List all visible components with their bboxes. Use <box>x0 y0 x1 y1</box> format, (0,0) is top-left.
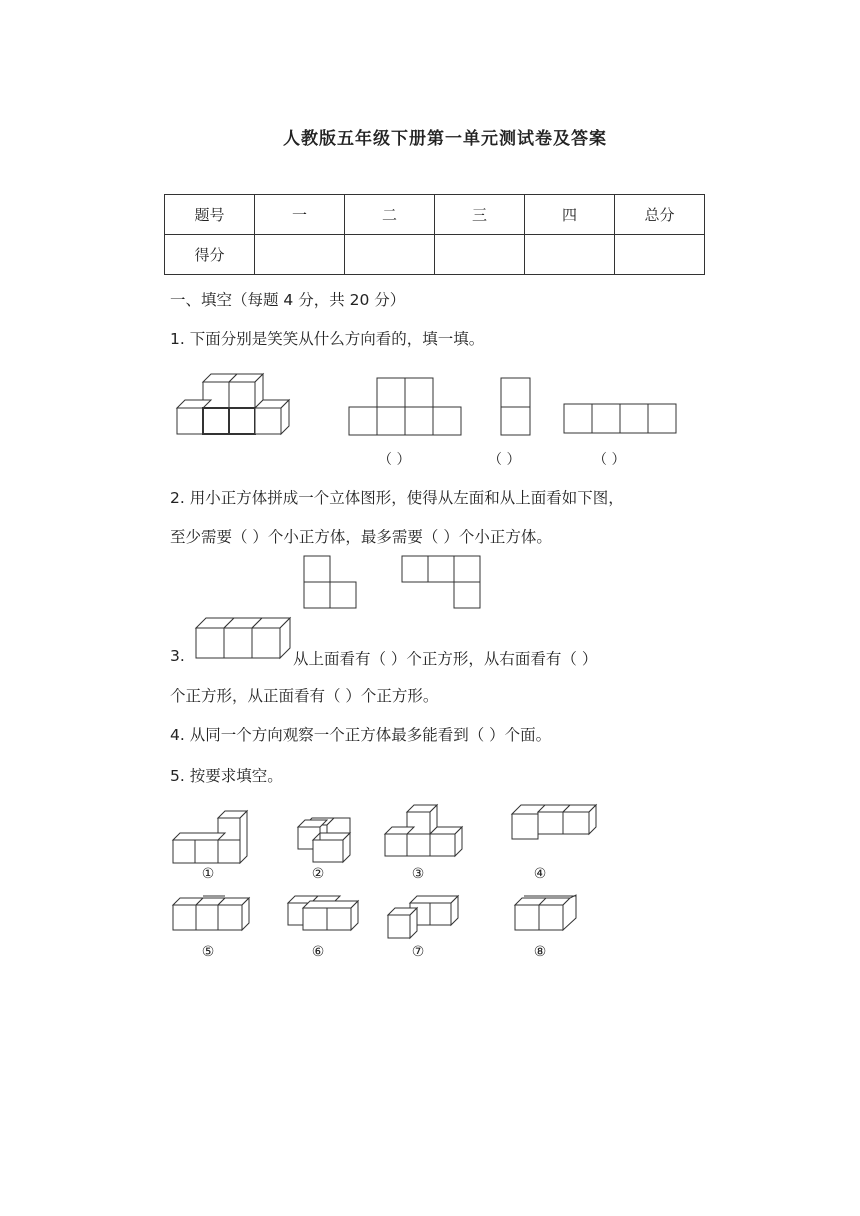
q5-figure-1 <box>170 808 250 864</box>
page-title: 人教版五年级下册第一单元测试卷及答案 <box>283 129 607 149</box>
q3-line2: 个正方形，从正面看有（ ）个正方形。 <box>170 687 439 705</box>
q1-view-top <box>563 403 680 436</box>
score-row-label: 得分 <box>165 235 255 275</box>
score-cell-3: 三 <box>435 195 525 235</box>
q5-figure-4 <box>509 802 599 842</box>
q5-label-3: ③ <box>411 866 425 882</box>
q5-label-6: ⑥ <box>311 944 325 960</box>
score-cell-1: 一 <box>255 195 345 235</box>
q5-figure-7 <box>385 893 461 943</box>
q1-text: 1. 下面分别是笑笑从什么方向看的，填一填。 <box>170 330 485 348</box>
q1-answer-3[interactable]: （ ） <box>593 452 626 468</box>
score-cell-total: 总分 <box>615 195 705 235</box>
q1-view-front <box>348 377 464 437</box>
q1-answer-2[interactable]: （ ） <box>488 452 521 468</box>
q3-number: 3. <box>170 647 185 665</box>
score-cell-2: 二 <box>345 195 435 235</box>
q5-label-8: ⑧ <box>533 944 547 960</box>
q3-solid-figure <box>193 615 293 663</box>
score-table <box>164 194 705 275</box>
score-input-1[interactable] <box>255 235 345 275</box>
q5-label-1: ① <box>201 866 215 882</box>
q2-top-view <box>401 555 483 611</box>
q2-line2: 至少需要（ ）个小正方体，最多需要（ ）个小正方体。 <box>170 528 552 546</box>
q3-line1: 从上面看有（ ）个正方形，从右面看有（ ） <box>293 650 598 668</box>
q5-label-4: ④ <box>533 866 547 882</box>
q4-text: 4. 从同一个方向观察一个正方体最多能看到（ ）个面。 <box>170 726 552 744</box>
q1-solid-figure <box>172 372 297 438</box>
q5-figure-2 <box>295 815 353 865</box>
q1-view-side <box>499 377 532 437</box>
q5-label-5: ⑤ <box>201 944 215 960</box>
score-input-total[interactable] <box>615 235 705 275</box>
q5-figure-8 <box>512 893 580 935</box>
q5-figure-3 <box>382 802 466 858</box>
q5-label-2: ② <box>311 866 325 882</box>
score-table-header-row <box>165 195 705 235</box>
q5-label-7: ⑦ <box>411 944 425 960</box>
section1-heading: 一、填空（每题 4 分，共 20 分） <box>170 291 406 309</box>
score-input-2[interactable] <box>345 235 435 275</box>
score-table-score-row <box>165 235 705 275</box>
score-input-4[interactable] <box>525 235 615 275</box>
q5-figure-5 <box>170 893 252 935</box>
q1-answer-1[interactable]: （ ） <box>378 452 411 468</box>
score-cell-label: 题号 <box>165 195 255 235</box>
q5-figure-6 <box>285 893 361 935</box>
q2-left-view <box>303 555 359 611</box>
q5-text: 5. 按要求填空。 <box>170 767 283 785</box>
q2-line1: 2. 用小正方体拼成一个立体图形，使得从左面和从上面看如下图， <box>170 489 624 507</box>
score-cell-4: 四 <box>525 195 615 235</box>
score-input-3[interactable] <box>435 235 525 275</box>
